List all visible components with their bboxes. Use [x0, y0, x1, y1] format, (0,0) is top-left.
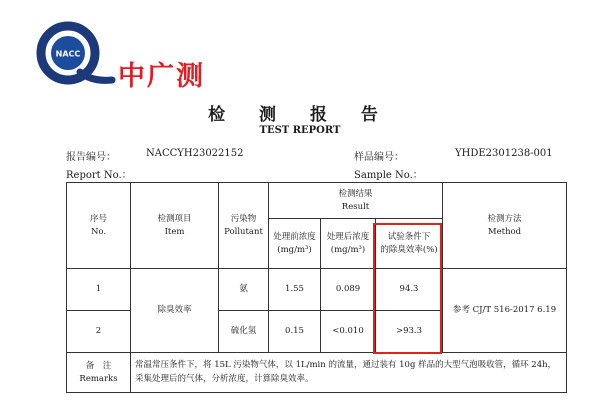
row-2-efficiency: >93.3: [376, 311, 443, 353]
item-name: 除臭效率: [131, 269, 219, 353]
header-after: [321, 219, 376, 269]
header-method: [443, 183, 567, 269]
header-efficiency-line1: 试验条件下: [387, 232, 431, 243]
row-1-efficiency: 94.3: [376, 269, 443, 311]
sample-no-label-en: Sample No.：: [354, 170, 423, 181]
header-before: [269, 219, 321, 269]
header-row-top: [67, 183, 567, 219]
remarks-row: [67, 353, 567, 393]
header-after-unit: (mg/m³): [330, 244, 366, 255]
test-results-table: [66, 182, 567, 393]
table-row: [67, 269, 567, 311]
report-no-value: NACCYH23022152: [146, 148, 244, 159]
report-title-cn: 检 测 报 告: [208, 105, 392, 125]
header-method-cn: 检测方法: [487, 214, 522, 225]
row-2-pollutant: 硫化氢: [219, 311, 269, 353]
header-seq-en: No.: [90, 226, 107, 237]
header-pollutant: [219, 183, 269, 269]
header-item-cn: 检测项目: [157, 214, 192, 225]
header-item-en: Item: [164, 226, 185, 237]
header-before-cn: 处理前浓度: [273, 232, 316, 243]
header-efficiency-line2: 的除臭效率(%): [380, 244, 438, 255]
remarks-label: [67, 353, 131, 393]
brand-name: 中广测: [118, 61, 205, 92]
remarks-text: 常温常压条件下，将 15L 污染物气体，以 1L/min 的流量，通过装有 10g 样品的大型气泡吸收管，循环 24h，采集处理后的气体，分析浓度，计算除臭效率。: [131, 353, 567, 393]
header-method-en: Method: [487, 226, 522, 237]
header-pollutant-en: Pollutant: [224, 226, 263, 237]
header-before-unit: (mg/m³): [277, 244, 312, 255]
header-seq-cn: 序号: [89, 214, 107, 225]
nacc-logo: [32, 20, 232, 92]
header-seq: [67, 183, 131, 269]
row-2-after: <0.010: [321, 311, 376, 353]
logo-badge-text: NACC: [55, 49, 81, 59]
report-title-en: TEST REPORT: [259, 125, 341, 136]
remarks-label-cn: 备 注: [85, 361, 112, 372]
row-2-before: 0.15: [269, 311, 321, 353]
remarks-label-en: Remarks: [79, 373, 118, 384]
row-2-no: 2: [67, 311, 131, 353]
method-value: 参考 CJ/T 516-2017 6.19: [443, 269, 567, 353]
header-result: [269, 183, 443, 219]
row-1-before: 1.55: [269, 269, 321, 311]
header-efficiency: [376, 219, 443, 269]
report-no-label-cn: 报告编号：: [66, 152, 116, 163]
row-1-after: 0.089: [321, 269, 376, 311]
header-result-cn: 检测结果: [338, 189, 373, 200]
header-after-cn: 处理后浓度: [326, 232, 370, 243]
nacc-logo-icon: [32, 20, 116, 92]
sample-no-value: YHDE2301238-001: [455, 148, 553, 159]
row-1-no: 1: [67, 269, 131, 311]
report-no-label-en: Report No.：: [66, 170, 132, 181]
row-1-pollutant: 氨: [219, 269, 269, 311]
sample-no-label-cn: 样品编号：: [354, 152, 404, 163]
header-result-en: Result: [341, 201, 370, 212]
header-item: [131, 183, 219, 269]
header-pollutant-cn: 污染物: [230, 214, 257, 225]
